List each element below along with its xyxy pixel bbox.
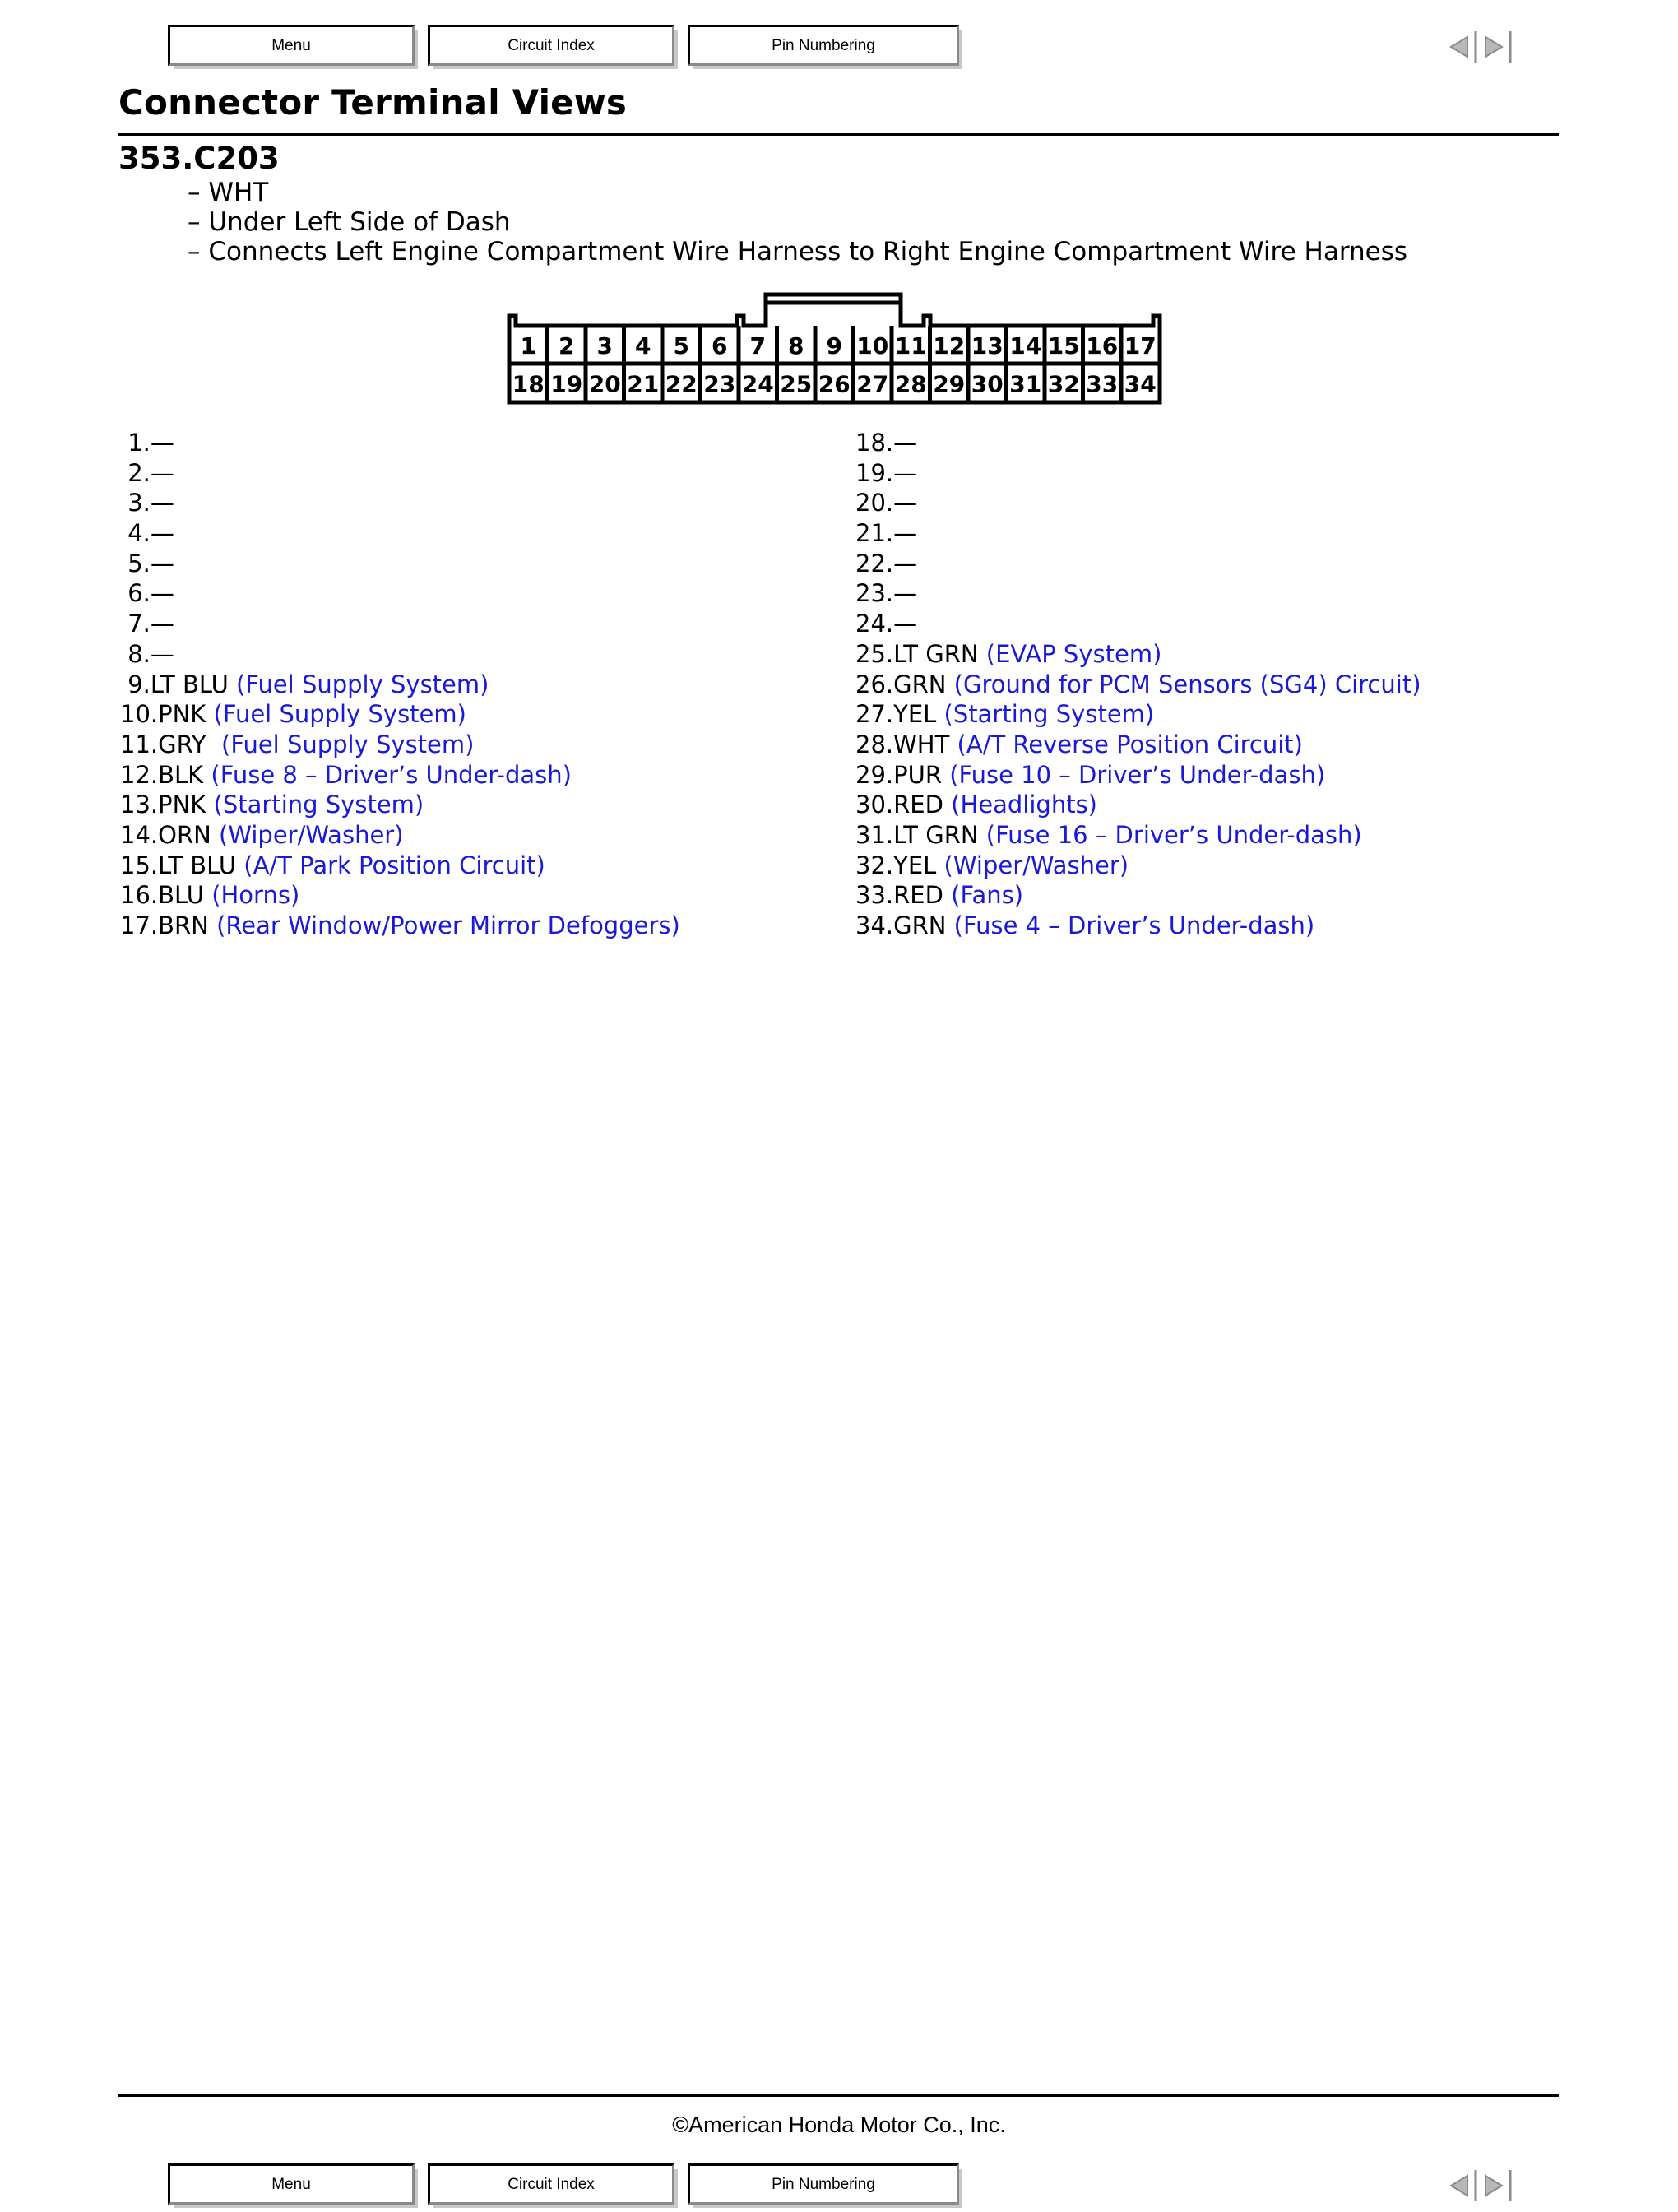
pin-number: 32. — [855, 851, 894, 879]
connector-connects: – Connects Left Engine Compartment Wire Harness to Right Engine Compartment Wire Harness — [188, 237, 1408, 267]
pin-entry — [120, 518, 680, 549]
wire-color: PNK — [158, 791, 214, 819]
pin-cell-label: 5 — [673, 332, 689, 359]
wire-color: — — [150, 549, 174, 577]
pin-number: 29. — [855, 760, 894, 789]
wire-color: — — [893, 579, 918, 608]
wire-color: BRN — [158, 911, 217, 939]
previous-page-icon[interactable] — [1451, 31, 1476, 63]
pin-cell-label: 20 — [588, 370, 621, 398]
pin-entry — [120, 670, 680, 700]
wire-color: YEL — [893, 851, 944, 879]
pin-entry — [120, 760, 680, 791]
pin-number: 4. — [120, 519, 151, 548]
next-page-icon[interactable] — [1486, 2170, 1510, 2201]
pin-number: 10. — [120, 700, 159, 729]
pin-cell-label: 21 — [627, 370, 660, 398]
wire-color: WHT — [893, 730, 957, 758]
wire-color: GRN — [893, 670, 954, 698]
wire-color: ORN — [158, 820, 220, 849]
wire-color: GRY — [158, 730, 222, 758]
wire-color: — — [893, 429, 918, 457]
circuit-link[interactable]: (EVAP System) — [985, 639, 1162, 668]
pin-cell-label: 26 — [818, 370, 851, 398]
pin-cell-label: 15 — [1047, 332, 1080, 359]
circuit-link[interactable]: (Fuse 10 – Driver’s Under-dash) — [949, 760, 1326, 789]
pin-number: 18. — [855, 429, 894, 457]
circuit-link[interactable]: (Wiper/Washer) — [943, 851, 1129, 879]
circuit-link[interactable]: (Headlights) — [951, 791, 1097, 819]
pin-cell-label: 3 — [596, 332, 613, 359]
page-navigation-bottom — [1446, 2167, 1515, 2205]
pin-entry — [855, 851, 1421, 881]
pin-number: 8. — [120, 639, 151, 668]
pin-entry — [855, 820, 1421, 851]
pin-cell-label: 23 — [703, 370, 736, 398]
pin-cell-label: 6 — [712, 332, 728, 359]
circuit-link[interactable]: (Fans) — [951, 881, 1024, 910]
pin-entry — [120, 428, 680, 458]
pin-number: 12. — [120, 760, 159, 789]
circuit-link[interactable]: (Starting System) — [213, 791, 424, 819]
pin-number: 1. — [120, 429, 151, 457]
wire-color: — — [150, 639, 174, 668]
pin-cell-label: 28 — [894, 370, 927, 398]
connector-location: – Under Left Side of Dash — [188, 207, 511, 237]
pin-entry — [120, 609, 680, 639]
pin-number: 30. — [855, 791, 894, 819]
pin-number: 26. — [855, 670, 894, 698]
pin-entry — [120, 851, 680, 881]
circuit-link[interactable]: (Fuel Supply System) — [213, 700, 466, 729]
pin-cell-label: 10 — [856, 332, 889, 359]
wire-color: RED — [893, 791, 952, 819]
pin-cell-label: 17 — [1124, 332, 1157, 359]
pin-entry — [855, 578, 1421, 609]
wire-color: — — [150, 429, 174, 457]
pin-number: 25. — [855, 639, 894, 668]
pin-cell-label: 33 — [1086, 370, 1119, 398]
circuit-link[interactable]: (A/T Park Position Circuit) — [243, 851, 545, 879]
pin-numbering-button-bottom[interactable]: Pin Numbering — [688, 2163, 959, 2205]
pin-cell-label: 4 — [635, 332, 651, 359]
pin-entry — [855, 549, 1421, 579]
pin-entry — [855, 730, 1421, 760]
pin-cell-label: 29 — [933, 370, 966, 398]
pin-entry — [855, 518, 1421, 549]
pin-cell-label: 31 — [1009, 370, 1042, 398]
circuit-link[interactable]: (Rear Window/Power Mirror Defoggers) — [216, 911, 680, 939]
pin-entry — [120, 639, 680, 670]
pin-entry — [855, 911, 1421, 941]
header-divider — [118, 133, 1559, 136]
pin-entry — [855, 488, 1421, 518]
wire-color: — — [893, 610, 918, 638]
circuit-link[interactable]: (Fuel Supply System) — [221, 730, 475, 758]
pin-number: 17. — [120, 911, 159, 939]
wire-color: — — [893, 519, 918, 548]
pin-number: 2. — [120, 458, 151, 487]
pin-entry — [855, 428, 1421, 458]
page-navigation — [1446, 28, 1515, 66]
pin-cell-label: 7 — [749, 332, 766, 359]
pin-number: 23. — [855, 579, 894, 608]
page-title: Connector Terminal Views — [118, 82, 628, 123]
menu-button[interactable]: Menu — [168, 25, 415, 66]
circuit-link[interactable]: (A/T Reverse Position Circuit) — [957, 730, 1303, 758]
pin-entry — [855, 458, 1421, 489]
pin-entry — [855, 790, 1421, 820]
pin-entry — [120, 730, 680, 760]
wire-color: BLU — [158, 881, 212, 910]
circuit-link[interactable]: (Horns) — [211, 881, 300, 910]
top-nav-bar — [0, 25, 1678, 71]
pin-entry — [120, 549, 680, 579]
circuit-link[interactable]: (Starting System) — [943, 700, 1155, 729]
connector-id: 353.C203 — [118, 141, 280, 176]
wire-color: — — [150, 579, 174, 608]
wire-color: — — [150, 458, 174, 487]
circuit-link[interactable]: (Fuel Supply System) — [236, 670, 489, 698]
wire-color: BLK — [158, 760, 211, 789]
pin-number: 13. — [120, 791, 159, 819]
wire-color: PNK — [158, 700, 214, 729]
pin-list-left — [120, 428, 680, 941]
pin-list-right — [855, 428, 1421, 941]
pin-cell-label: 34 — [1124, 370, 1157, 398]
pin-entry — [120, 790, 680, 820]
pin-cell-label: 18 — [512, 370, 545, 398]
pin-entry — [855, 670, 1421, 700]
pin-cell-label: 12 — [933, 332, 966, 359]
wire-color: LT GRN — [893, 639, 986, 668]
pin-cell-label: 11 — [894, 332, 927, 359]
pin-cell-label: 27 — [856, 370, 889, 398]
pin-entry — [855, 880, 1421, 911]
circuit-link[interactable]: (Fuse 16 – Driver’s Under-dash) — [985, 820, 1362, 849]
wire-color: — — [893, 489, 918, 517]
connector-description — [188, 178, 1407, 267]
circuit-link[interactable]: (Fuse 8 – Driver’s Under-dash) — [211, 760, 572, 789]
pin-number: 7. — [120, 610, 151, 638]
pin-cell-label: 19 — [550, 370, 583, 398]
wire-color: PUR — [893, 760, 950, 789]
previous-page-icon[interactable] — [1451, 2170, 1476, 2201]
wire-color: LT GRN — [893, 820, 986, 849]
pin-number: 28. — [855, 730, 894, 758]
pin-cell-label: 8 — [788, 332, 804, 359]
pin-cell-label: 9 — [826, 332, 842, 359]
pin-cell-label: 16 — [1086, 332, 1119, 359]
circuit-link[interactable]: (Wiper/Washer) — [219, 820, 404, 849]
pin-cell-label: 22 — [665, 370, 698, 398]
wire-color: LT BLU — [150, 670, 237, 698]
connector-terminal-diagram — [503, 291, 1178, 406]
pin-number: 6. — [120, 579, 151, 608]
pin-number: 31. — [855, 820, 894, 849]
connector-color: – WHT — [188, 178, 269, 207]
pin-number: 33. — [855, 881, 894, 910]
pin-number: 20. — [855, 489, 894, 517]
pin-cell-label: 25 — [780, 370, 813, 398]
bottom-nav-bar — [0, 2163, 1678, 2210]
pin-entry — [855, 760, 1421, 791]
pin-number: 22. — [855, 549, 894, 577]
pin-entry — [120, 458, 680, 489]
pin-number: 27. — [855, 700, 894, 729]
wire-color: — — [150, 519, 174, 548]
pin-number: 21. — [855, 519, 894, 548]
pin-cell-label: 32 — [1047, 370, 1080, 398]
pin-cell-label: 14 — [1009, 332, 1042, 359]
pin-cell-label: 2 — [559, 332, 575, 359]
pin-entry — [855, 699, 1421, 730]
pin-number: 11. — [120, 730, 159, 758]
wire-color: LT BLU — [158, 851, 244, 879]
wire-color: RED — [893, 881, 952, 910]
menu-button-bottom[interactable]: Menu — [168, 2163, 415, 2205]
pin-entry — [120, 880, 680, 911]
wire-color: — — [150, 610, 174, 638]
pin-number: 9. — [120, 670, 151, 698]
wire-color: — — [150, 489, 174, 517]
pin-numbering-button[interactable]: Pin Numbering — [688, 25, 959, 66]
pin-entry — [120, 488, 680, 518]
circuit-link[interactable]: (Ground for PCM Sensors (SG4) Circuit) — [953, 670, 1421, 698]
wire-color: — — [893, 549, 918, 577]
pin-entry — [855, 609, 1421, 639]
copyright-text: ©American Honda Motor Co., Inc. — [672, 2112, 1006, 2137]
pin-number: 19. — [855, 458, 894, 487]
pin-number: 15. — [120, 851, 159, 879]
circuit-index-button-bottom[interactable]: Circuit Index — [428, 2163, 674, 2205]
wire-color: YEL — [893, 700, 944, 729]
footer-divider — [118, 2094, 1559, 2097]
pin-number: 14. — [120, 820, 159, 849]
pin-number: 3. — [120, 489, 151, 517]
pin-cell-label: 13 — [971, 332, 1004, 359]
pin-entry — [120, 578, 680, 609]
circuit-index-button[interactable]: Circuit Index — [428, 25, 674, 66]
pin-number: 16. — [120, 881, 159, 910]
pin-number: 5. — [120, 549, 151, 577]
pin-number: 24. — [855, 610, 894, 638]
pin-entry — [120, 820, 680, 851]
pin-cell-label: 30 — [971, 370, 1004, 398]
wire-color: — — [893, 458, 918, 487]
next-page-icon[interactable] — [1486, 31, 1510, 63]
pin-entry — [855, 639, 1421, 670]
pin-cell-label: 1 — [520, 332, 536, 359]
pin-entry — [120, 911, 680, 941]
wire-color: GRN — [893, 911, 954, 939]
pin-entry — [120, 699, 680, 730]
circuit-link[interactable]: (Fuse 4 – Driver’s Under-dash) — [953, 911, 1315, 939]
pin-cell-label: 24 — [741, 370, 774, 398]
pin-number: 34. — [855, 911, 894, 939]
